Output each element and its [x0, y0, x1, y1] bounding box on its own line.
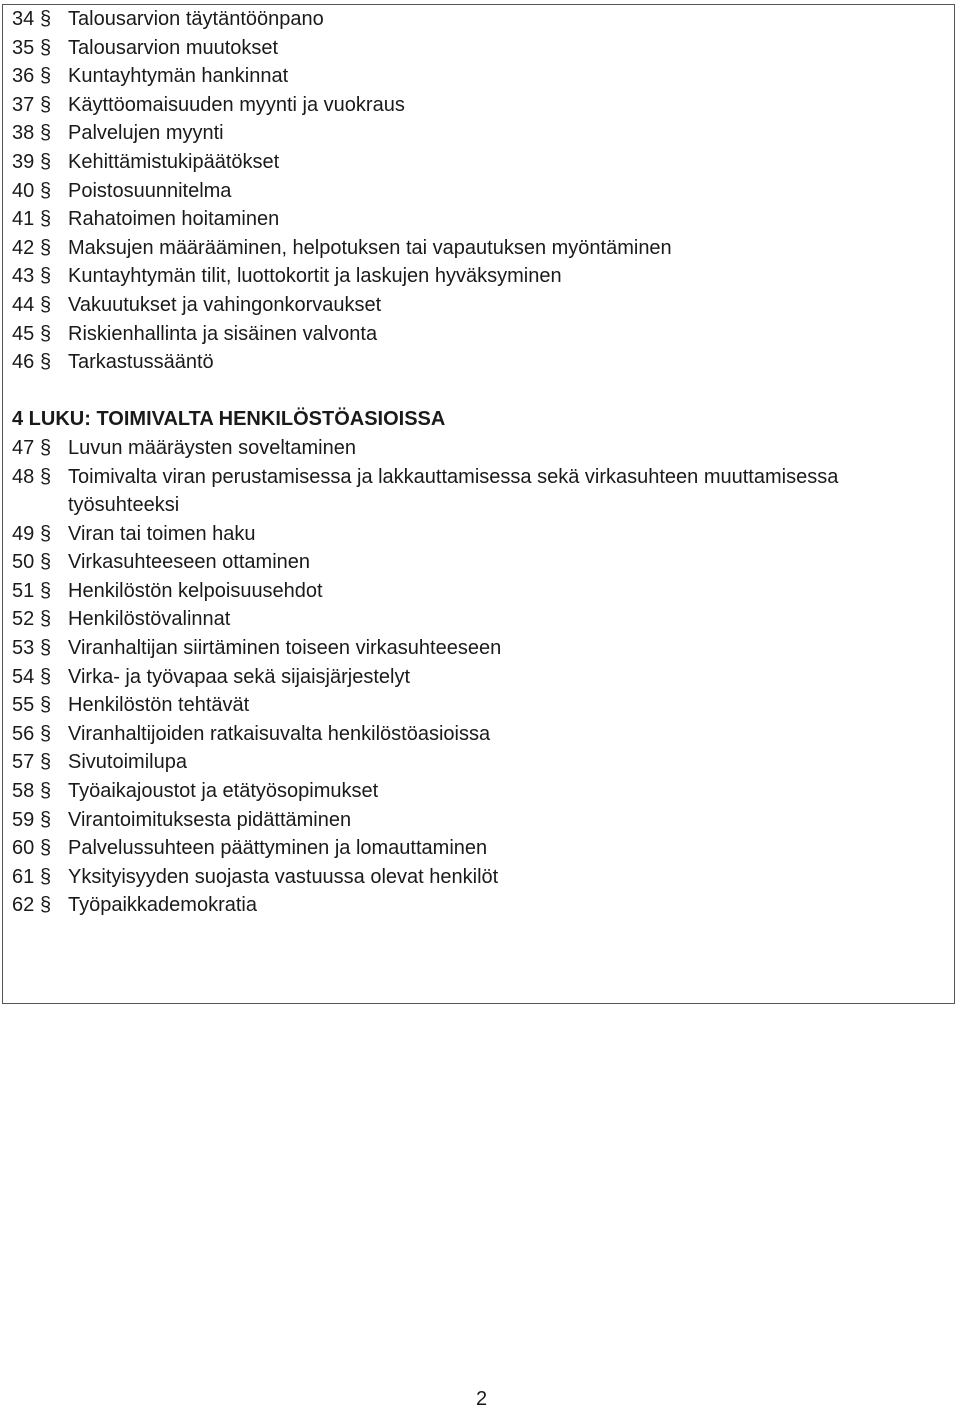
section-number: 50	[12, 551, 35, 574]
section-title: Riskienhallinta ja sisäinen valvonta	[68, 322, 378, 345]
section-number: 40	[12, 179, 35, 202]
section-symbol: §	[40, 179, 52, 202]
toc-entry	[12, 663, 932, 692]
section-title: Viran tai toimen haku	[68, 522, 256, 545]
section-symbol: §	[40, 65, 52, 88]
section-title: Tarkastussääntö	[68, 351, 214, 374]
section-symbol: §	[40, 837, 52, 860]
section-symbol: §	[40, 150, 52, 173]
section-title: Henkilöstön kelpoisuusehdot	[68, 579, 323, 602]
section-title: Vakuutukset ja vahingonkorvaukset	[68, 293, 382, 316]
section-title: Kehittämistukipäätökset	[68, 150, 280, 173]
section-symbol: §	[40, 208, 52, 231]
section-symbol: §	[40, 694, 52, 717]
section-symbol: §	[40, 894, 52, 917]
section-number: 38	[12, 122, 35, 145]
section-number: 56	[12, 722, 35, 745]
toc-entry	[12, 748, 932, 777]
toc-entry	[12, 720, 932, 749]
section-number: 41	[12, 208, 35, 231]
section-symbol: §	[40, 551, 52, 574]
section-symbol: §	[40, 465, 52, 488]
section-title: Yksityisyyden suojasta vastuussa olevat henkilöt	[68, 865, 499, 888]
section-symbol: §	[40, 236, 52, 259]
section-number: 53	[12, 637, 35, 660]
section-title: Työpaikkademokratia	[68, 894, 257, 917]
toc-entry	[12, 634, 932, 663]
section-number: 59	[12, 808, 35, 831]
section-title: Toimivalta viran perustamisessa ja lakkauttamisessa sekä virkasuhteen muuttamisessa työsuhteeksi	[68, 465, 839, 517]
page-number: 2	[476, 1388, 488, 1410]
toc-entry	[12, 5, 932, 34]
section-symbol: §	[40, 436, 52, 459]
toc-entry	[12, 291, 932, 320]
toc-entry	[12, 605, 932, 634]
toc-entry	[12, 262, 932, 291]
toc-entry	[12, 434, 932, 463]
toc-entry	[12, 119, 932, 148]
section-title: Palvelussuhteen päättyminen ja lomauttaminen	[68, 837, 488, 860]
toc-entry	[12, 91, 932, 120]
section-list-group-1	[12, 5, 932, 377]
section-title: Kuntayhtymän tilit, luottokortit ja laskujen hyväksyminen	[68, 265, 562, 288]
section-number: 46	[12, 351, 35, 374]
section-number: 42	[12, 236, 35, 259]
section-symbol: §	[40, 36, 52, 59]
section-title: Työaikajoustot ja etätyösopimukset	[68, 780, 379, 803]
section-symbol: §	[40, 122, 52, 145]
section-symbol: §	[40, 865, 52, 888]
toc-entry	[12, 548, 932, 577]
section-title: Virka- ja työvapaa sekä sijaisjärjestelyt	[68, 665, 411, 688]
toc-entry	[12, 806, 932, 835]
toc-entry	[12, 520, 932, 549]
section-symbol: §	[40, 608, 52, 631]
section-number: 34	[12, 8, 35, 30]
toc-entry	[12, 891, 932, 920]
section-symbol: §	[40, 722, 52, 745]
section-title: Virkasuhteeseen ottaminen	[68, 551, 311, 574]
section-number: 37	[12, 93, 35, 116]
section-number: 49	[12, 522, 35, 545]
section-title: Käyttöomaisuuden myynti ja vuokraus	[68, 93, 405, 116]
toc-entry	[12, 777, 932, 806]
toc-entry	[12, 863, 932, 892]
section-number: 43	[12, 265, 35, 288]
chapter-heading: 4 LUKU: TOIMIVALTA HENKILÖSTÖASIOISSA	[12, 408, 446, 431]
section-number: 58	[12, 780, 35, 803]
table-of-contents	[12, 5, 932, 920]
toc-entry	[12, 577, 932, 606]
section-title: Maksujen määrääminen, helpotuksen tai vapautuksen myöntäminen	[68, 236, 672, 259]
section-title: Kuntayhtymän hankinnat	[68, 65, 289, 88]
section-symbol: §	[40, 665, 52, 688]
section-symbol: §	[40, 322, 52, 345]
toc-entry	[12, 205, 932, 234]
section-number: 48	[12, 465, 35, 488]
section-title: Viranhaltijoiden ratkaisuvalta henkilöstöasioissa	[68, 722, 491, 745]
section-number: 36	[12, 65, 35, 88]
section-title: Palvelujen myynti	[68, 122, 224, 145]
section-number: 57	[12, 751, 35, 774]
section-title: Rahatoimen hoitaminen	[68, 208, 280, 231]
section-symbol: §	[40, 808, 52, 831]
section-number: 52	[12, 608, 35, 631]
toc-entry	[12, 348, 932, 377]
section-title: Talousarvion täytäntöönpano	[68, 8, 324, 30]
section-number: 45	[12, 322, 35, 345]
toc-entry	[12, 62, 932, 91]
section-symbol: §	[40, 579, 52, 602]
toc-entry	[12, 148, 932, 177]
section-symbol: §	[40, 265, 52, 288]
section-number: 39	[12, 150, 35, 173]
section-title: Viranhaltijan siirtäminen toiseen virkasuhteeseen	[68, 637, 502, 660]
section-title: Talousarvion muutokset	[68, 36, 279, 59]
toc-entry	[12, 234, 932, 263]
section-symbol: §	[40, 351, 52, 374]
section-number: 44	[12, 293, 35, 316]
toc-entry	[12, 834, 932, 863]
section-number: 55	[12, 694, 35, 717]
section-symbol: §	[40, 780, 52, 803]
toc-entry	[12, 177, 932, 206]
section-symbol: §	[40, 8, 52, 30]
section-number: 61	[12, 865, 35, 888]
section-symbol: §	[40, 522, 52, 545]
section-symbol: §	[40, 93, 52, 116]
section-title: Poistosuunnitelma	[68, 179, 232, 202]
toc-entry	[12, 691, 932, 720]
section-title: Henkilöstön tehtävät	[68, 694, 250, 717]
toc-entry	[12, 320, 932, 349]
section-list-group-2	[12, 434, 932, 920]
section-title: Sivutoimilupa	[68, 751, 187, 774]
section-title: Virantoimituksesta pidättäminen	[68, 808, 352, 831]
section-symbol: §	[40, 751, 52, 774]
section-number: 62	[12, 894, 35, 917]
section-title: Henkilöstövalinnat	[68, 608, 231, 631]
section-title: Luvun määräysten soveltaminen	[68, 436, 356, 459]
section-number: 54	[12, 665, 35, 688]
section-number: 35	[12, 36, 35, 59]
toc-entry	[12, 463, 932, 520]
section-number: 51	[12, 579, 35, 602]
section-number: 60	[12, 837, 35, 860]
toc-entry	[12, 34, 932, 63]
section-symbol: §	[40, 293, 52, 316]
section-symbol: §	[40, 637, 52, 660]
section-number: 47	[12, 436, 35, 459]
